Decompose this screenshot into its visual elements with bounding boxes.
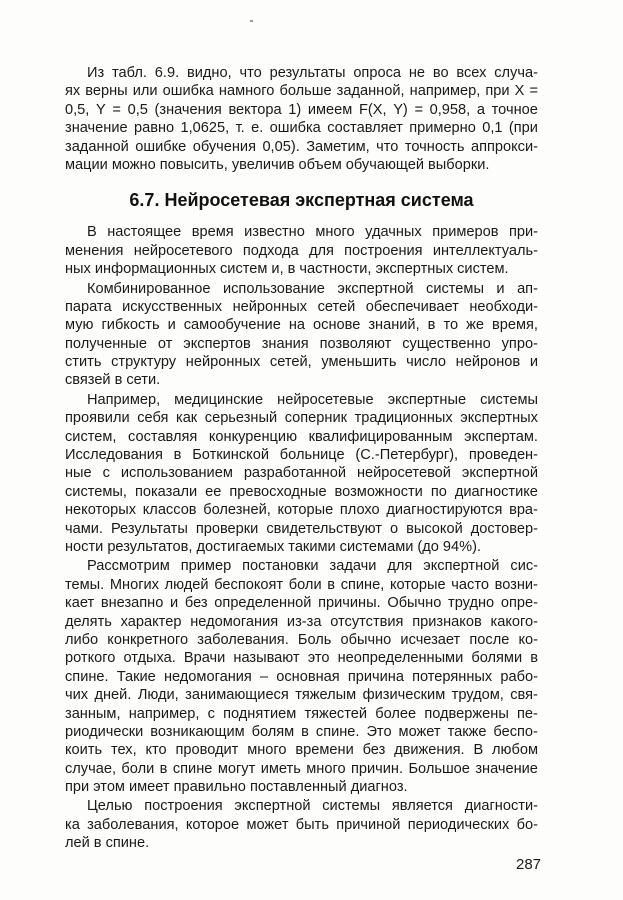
body-paragraph	[65, 280, 538, 390]
section-heading: 6.7. Нейросетевая экспертная система	[129, 190, 474, 211]
text-line: чами. Результаты проверки свидетельствуют о высокой достовер-	[65, 520, 538, 537]
text-line: парата искусственных нейронных сетей обеспечивает необходи-	[65, 298, 538, 315]
text-line: при этом имеет правильно поставленный диагноз.	[65, 779, 408, 796]
text-line: роткого отдыха. Врачи называют это неопределенными болями в	[65, 650, 538, 667]
text-line: систем, составляя конкуренцию квалифицированным экспертам.	[65, 428, 538, 445]
text-line: темы. Многих людей беспокоят боли в спине, которые часто возни-	[65, 576, 538, 593]
text-line: риодически возникающим болям в спине. Это может также беспо-	[65, 723, 538, 740]
text-line: Рассмотрим пример постановки задачи для экспертной сис-	[87, 558, 538, 575]
text-line: Целью построения экспертной системы является диагности-	[87, 798, 538, 815]
text-line: занным, например, с поднятием тяжестей более подвержены пе-	[65, 705, 538, 722]
text-line: полученные от экспертов знания позволяют существенно упро-	[65, 335, 538, 352]
text-line: ные с использованием разработанной нейросетевой экспертной	[65, 465, 538, 482]
text-line: Комбинированное использование экспертной системы и ап-	[87, 280, 538, 297]
text-line: заданной ошибке обучения 0,05). Заметим, что точность аппрокси-	[65, 138, 538, 155]
text-line: ях верны или ошибка намного больше заданной, например, при X =	[65, 83, 538, 100]
text-line: системы, показали ее превосходные возможности по диагностике	[65, 483, 538, 500]
text-line: кает внезапно и без определенной причины. Обычно трудно опре-	[65, 595, 538, 612]
text-line: коить тех, кто проводит много времени без движения. В любом	[65, 742, 538, 759]
page-number: 287	[516, 856, 542, 873]
text-line: спине. Такие недомогания – основная причина потерянных рабо-	[65, 668, 538, 685]
text-line: связей в сети.	[65, 372, 161, 389]
text-line: 0,5, Y = 0,5 (значения вектора 1) имеем F(X, Y) = 0,958, а точное	[65, 101, 538, 118]
text-line: стить структуру нейронных сетей, уменьшить число нейронов и	[65, 354, 538, 371]
text-line: случае, боли в спине могут иметь много причин. Большое значение	[65, 760, 538, 777]
text-line: либо конкретного заболевания. Боль обычно исчезает после ко-	[65, 631, 538, 648]
text-line: мую гибкость и самообучение на основе знаний, в то же время,	[65, 317, 538, 334]
text-line: ка заболевания, которое может быть причиной периодических бо-	[65, 816, 538, 833]
text-line: Исследования в Боткинской больнице (С.-Петербург), проведен-	[65, 447, 538, 464]
text-line: В настоящее время известно много удачных примеров при-	[87, 224, 538, 241]
body-paragraph	[65, 391, 538, 557]
intro-paragraph	[65, 64, 538, 174]
scan-artifact-mark	[250, 20, 253, 22]
text-line: делять характер недомогания из-за отсутствия признаков какого-	[65, 613, 538, 630]
text-line: Из табл. 6.9. видно, что результаты опроса не во всех случа-	[87, 65, 538, 81]
text-line: проявили себя как серьезный соперник традиционных экспертных	[65, 410, 538, 427]
text-line: лей в спине.	[65, 835, 150, 852]
book-page-body	[65, 64, 538, 853]
text-line: ных информационных систем и, в частности, экспертных систем.	[65, 261, 509, 278]
text-line: значение равно 1,0625, т. е. ошибка составляет примерно 0,1 (при	[65, 120, 538, 137]
text-line: менения нейросетевого подхода для построения интеллектуаль-	[65, 242, 538, 259]
text-line: Например, медицинские нейросетевые экспертные системы	[87, 391, 538, 408]
body-paragraph	[65, 557, 538, 796]
text-line: чих дней. Люди, занимающиеся тяжелым физическим трудом, свя-	[65, 687, 538, 704]
text-line: мации можно повысить, увеличив объем обучающей выборки.	[65, 156, 490, 173]
text-line: некоторых классов болезней, которые плохо диагностируются вра-	[65, 502, 538, 519]
body-paragraph	[65, 797, 538, 852]
text-line: ности результатов, достигаемых такими системами (до 94%).	[65, 538, 481, 555]
section-body	[65, 223, 538, 852]
body-paragraph	[65, 223, 538, 278]
